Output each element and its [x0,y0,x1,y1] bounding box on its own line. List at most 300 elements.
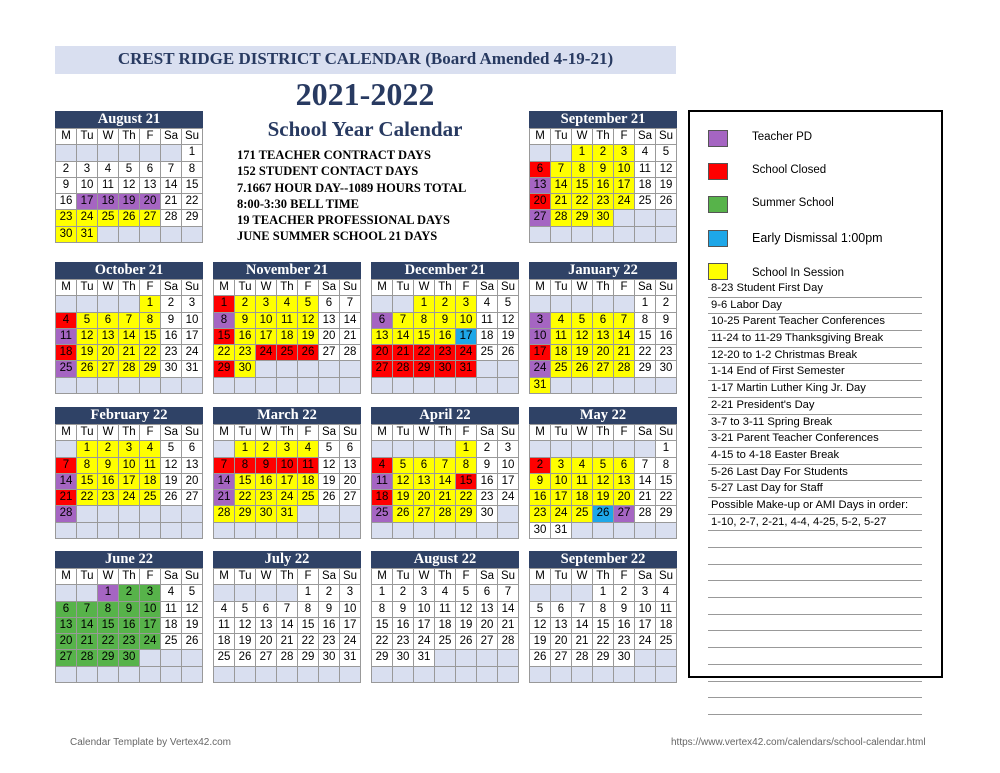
weekday-header: Su [182,425,203,441]
empty-cell [98,296,119,312]
day-cell: 16 [161,329,182,345]
month-header: August 22 [371,551,519,568]
weekday-header: Sa [635,569,656,585]
day-cell: 15 [656,474,677,490]
empty-cell [319,523,340,539]
day-cell: 30 [235,361,256,377]
month-header: May 22 [529,407,677,424]
day-cell: 25 [635,194,656,210]
weekday-header: Su [656,425,677,441]
legend-label: Teacher PD [752,131,813,143]
day-cell: 19 [235,634,256,650]
weekday-header: Th [593,280,614,296]
day-cell: 30 [119,650,140,666]
day-cell: 10 [635,602,656,618]
day-cell: 22 [235,490,256,506]
month-9 [371,407,519,539]
day-cell: 7 [277,602,298,618]
day-cell: 21 [393,345,414,361]
day-cell: 19 [498,329,519,345]
empty-cell [235,667,256,683]
empty-cell [298,523,319,539]
day-cell: 8 [414,313,435,329]
day-cell: 18 [635,178,656,194]
empty-cell [56,378,77,394]
day-cell: 11 [572,474,593,490]
day-cell: 22 [593,634,614,650]
fact-list [237,147,466,245]
day-cell: 10 [77,178,98,194]
weekday-header: Su [182,129,203,145]
weekday-header: Su [656,569,677,585]
day-cell: 10 [277,458,298,474]
note-line: 8-23 Student First Day [708,281,922,298]
day-cell: 17 [414,618,435,634]
day-cell: 24 [614,194,635,210]
day-cell: 29 [414,361,435,377]
day-cell: 22 [77,490,98,506]
weekday-header: W [414,280,435,296]
month-grid [55,568,203,683]
day-cell: 5 [656,145,677,161]
day-cell: 25 [477,345,498,361]
month-header: August 21 [55,111,203,128]
month-grid [529,128,677,243]
month-7 [55,407,203,539]
empty-cell [77,378,98,394]
day-cell: 15 [572,178,593,194]
empty-cell [161,227,182,243]
day-cell: 23 [256,490,277,506]
weekday-header: M [372,280,393,296]
empty-cell [161,378,182,394]
empty-cell [456,523,477,539]
day-cell: 23 [393,634,414,650]
day-cell: 13 [614,474,635,490]
day-cell: 16 [435,329,456,345]
day-cell: 22 [140,345,161,361]
day-cell: 28 [340,345,361,361]
month-header: October 21 [55,262,203,279]
note-line: 10-25 Parent Teacher Conferences [708,314,922,331]
day-cell: 24 [119,490,140,506]
day-cell: 4 [372,458,393,474]
day-cell: 23 [614,634,635,650]
day-cell: 29 [456,506,477,522]
month-grid [371,424,519,539]
day-cell: 31 [277,506,298,522]
day-cell: 4 [656,585,677,601]
day-cell: 3 [119,441,140,457]
month-12 [213,551,361,683]
calendar-subtitle: School Year Calendar [267,117,463,141]
weekday-header: Su [182,280,203,296]
day-cell: 13 [340,458,361,474]
day-cell: 16 [393,618,414,634]
empty-cell [551,585,572,601]
day-cell: 21 [214,490,235,506]
day-cell: 27 [56,650,77,666]
empty-cell [435,378,456,394]
day-cell: 29 [182,210,203,226]
day-cell: 10 [614,162,635,178]
weekday-header: Su [498,569,519,585]
day-cell: 11 [477,313,498,329]
day-cell: 14 [635,474,656,490]
empty-cell [182,378,203,394]
empty-cell [98,227,119,243]
day-cell: 12 [235,618,256,634]
empty-cell [277,523,298,539]
day-cell: 10 [182,313,203,329]
weekday-header: F [140,280,161,296]
day-cell: 3 [414,585,435,601]
day-cell: 21 [340,329,361,345]
weekday-header: Th [119,569,140,585]
day-cell: 8 [593,602,614,618]
day-cell: 10 [551,474,572,490]
empty-cell [498,378,519,394]
day-cell: 11 [98,178,119,194]
day-cell: 6 [593,313,614,329]
day-cell: 8 [140,313,161,329]
day-cell: 21 [277,634,298,650]
day-cell: 14 [393,329,414,345]
day-cell: 6 [477,585,498,601]
empty-cell [161,506,182,522]
weekday-header: Th [119,425,140,441]
school-year: 2021-2022 [295,76,435,112]
day-cell: 8 [572,162,593,178]
day-cell: 10 [140,602,161,618]
day-cell: 2 [56,162,77,178]
day-cell: 25 [140,490,161,506]
day-cell: 9 [235,313,256,329]
day-cell: 12 [319,458,340,474]
day-cell: 4 [277,296,298,312]
empty-cell [319,667,340,683]
weekday-header: W [572,425,593,441]
empty-cell [372,378,393,394]
day-cell: 25 [161,634,182,650]
weekday-header: Th [435,569,456,585]
day-cell: 28 [393,361,414,377]
day-cell: 3 [77,162,98,178]
day-cell: 6 [530,162,551,178]
weekday-header: Su [498,280,519,296]
day-cell: 27 [593,361,614,377]
empty-cell [530,441,551,457]
day-cell: 27 [319,345,340,361]
day-cell: 6 [614,458,635,474]
empty-cell [551,667,572,683]
legend-label: Early Dismissal 1:00pm [752,231,883,245]
day-cell: 7 [435,458,456,474]
empty-cell [161,145,182,161]
day-cell: 26 [530,650,551,666]
empty-cell [372,441,393,457]
weekday-header: F [456,425,477,441]
weekday-header: Tu [77,129,98,145]
day-cell: 1 [635,296,656,312]
day-cell: 14 [435,474,456,490]
day-cell: 29 [140,361,161,377]
weekday-header: Su [656,129,677,145]
day-cell: 24 [277,490,298,506]
day-cell: 31 [77,227,98,243]
weekday-header: Tu [551,425,572,441]
empty-cell [340,523,361,539]
day-cell: 18 [277,329,298,345]
weekday-header: W [98,280,119,296]
day-cell: 9 [435,313,456,329]
day-cell: 24 [140,634,161,650]
empty-cell [77,667,98,683]
day-cell: 18 [161,618,182,634]
month-14 [529,551,677,683]
weekday-header: W [414,569,435,585]
day-cell: 23 [235,345,256,361]
day-cell: 26 [119,210,140,226]
day-cell: 30 [477,506,498,522]
day-cell: 22 [372,634,393,650]
empty-cell [593,378,614,394]
day-cell: 20 [182,474,203,490]
day-cell: 22 [298,634,319,650]
day-cell: 8 [298,602,319,618]
day-cell: 8 [214,313,235,329]
note-line: 12-20 to 1-2 Christmas Break [708,348,922,365]
month-header: February 22 [55,407,203,424]
weekday-header: Su [656,280,677,296]
note-line [708,565,922,582]
day-cell: 31 [340,650,361,666]
day-cell: 23 [656,345,677,361]
empty-cell [635,227,656,243]
note-line [708,615,922,632]
legend-label: School In Session [752,267,845,279]
empty-cell [498,506,519,522]
day-cell: 5 [393,458,414,474]
empty-cell [393,523,414,539]
day-cell: 2 [98,441,119,457]
empty-cell [498,523,519,539]
weekday-header: F [140,569,161,585]
day-cell: 16 [56,194,77,210]
day-cell: 21 [614,345,635,361]
day-cell: 7 [393,313,414,329]
day-cell: 16 [119,618,140,634]
day-cell: 9 [56,178,77,194]
empty-cell [235,378,256,394]
fact-line: 7.1667 HOUR DAY--1089 HOURS TOTAL [237,180,467,195]
day-cell: 23 [56,210,77,226]
day-cell: 1 [414,296,435,312]
day-cell: 8 [656,458,677,474]
day-cell: 6 [56,602,77,618]
day-cell: 28 [77,650,98,666]
day-cell: 7 [56,458,77,474]
empty-cell [635,210,656,226]
day-cell: 21 [161,194,182,210]
day-cell: 3 [498,441,519,457]
weekday-header: M [372,425,393,441]
day-cell: 11 [435,602,456,618]
empty-cell [140,523,161,539]
empty-cell [372,667,393,683]
day-cell: 19 [119,194,140,210]
fact-line: 8:00-3:30 BELL TIME [237,196,360,211]
weekday-header: Tu [393,425,414,441]
weekday-header: W [256,280,277,296]
empty-cell [340,378,361,394]
day-cell: 29 [235,506,256,522]
day-cell: 30 [319,650,340,666]
day-cell: 14 [161,178,182,194]
empty-cell [572,523,593,539]
day-cell: 1 [140,296,161,312]
day-cell: 28 [572,650,593,666]
day-cell: 22 [414,345,435,361]
weekday-header: Th [277,569,298,585]
day-cell: 18 [435,618,456,634]
empty-cell [119,145,140,161]
day-cell: 5 [319,441,340,457]
month-10 [529,407,677,539]
day-cell: 19 [572,345,593,361]
month-grid [55,128,203,243]
day-cell: 22 [456,490,477,506]
empty-cell [551,378,572,394]
day-cell: 18 [214,634,235,650]
day-cell: 25 [98,210,119,226]
empty-cell [393,667,414,683]
day-cell: 19 [161,474,182,490]
empty-cell [614,378,635,394]
day-cell: 29 [298,650,319,666]
weekday-header: Tu [551,280,572,296]
day-cell: 28 [214,506,235,522]
weekday-header: Sa [477,280,498,296]
day-cell: 11 [635,162,656,178]
day-cell: 27 [182,490,203,506]
day-cell: 23 [319,634,340,650]
month-grid [213,424,361,539]
day-cell: 30 [56,227,77,243]
day-cell: 18 [551,345,572,361]
day-cell: 17 [456,329,477,345]
weekday-header: Th [119,129,140,145]
empty-cell [393,378,414,394]
empty-cell [477,378,498,394]
day-cell: 26 [456,634,477,650]
day-cell: 15 [214,329,235,345]
day-cell: 29 [98,650,119,666]
empty-cell [161,523,182,539]
day-cell: 1 [182,145,203,161]
day-cell: 30 [614,650,635,666]
day-cell: 20 [530,194,551,210]
weekday-header: Sa [477,425,498,441]
day-cell: 25 [435,634,456,650]
day-cell: 7 [161,162,182,178]
day-cell: 26 [498,345,519,361]
day-cell: 19 [393,490,414,506]
weekday-header: W [572,280,593,296]
weekday-header: Tu [393,280,414,296]
day-cell: 30 [256,506,277,522]
fact-line: 152 STUDENT CONTACT DAYS [237,164,419,179]
day-cell: 17 [498,474,519,490]
day-cell: 25 [298,490,319,506]
empty-cell [298,667,319,683]
day-cell: 9 [614,602,635,618]
note-line: 11-24 to 11-29 Thanksgiving Break [708,331,922,348]
weekday-header: Tu [235,280,256,296]
empty-cell [530,227,551,243]
day-cell: 3 [140,585,161,601]
weekday-header: M [214,425,235,441]
empty-cell [98,145,119,161]
empty-cell [340,667,361,683]
day-cell: 31 [414,650,435,666]
day-cell: 22 [98,634,119,650]
day-cell: 16 [530,490,551,506]
day-cell: 27 [140,210,161,226]
weekday-header: Th [593,569,614,585]
day-cell: 18 [140,474,161,490]
day-cell: 4 [298,441,319,457]
day-cell: 21 [435,490,456,506]
month-grid [529,424,677,539]
day-cell: 19 [182,618,203,634]
weekday-header: Su [182,569,203,585]
weekday-header: M [530,425,551,441]
day-cell: 15 [593,618,614,634]
note-line: 3-21 Parent Teacher Conferences [708,431,922,448]
empty-cell [635,650,656,666]
day-cell: 12 [77,329,98,345]
day-cell: 11 [56,329,77,345]
footer-url: https://www.vertex42.com/calendars/school-calendar.html [671,737,926,748]
day-cell: 24 [551,506,572,522]
empty-cell [214,585,235,601]
empty-cell [435,667,456,683]
empty-cell [298,361,319,377]
day-cell: 15 [98,618,119,634]
empty-cell [372,523,393,539]
month-grid [55,279,203,394]
empty-cell [98,378,119,394]
day-cell: 28 [161,210,182,226]
day-cell: 14 [56,474,77,490]
day-cell: 27 [530,210,551,226]
empty-cell [572,227,593,243]
note-line [708,581,922,598]
day-cell: 11 [551,329,572,345]
weekday-header: F [140,129,161,145]
day-cell: 5 [235,602,256,618]
day-cell: 2 [614,585,635,601]
day-cell: 4 [435,585,456,601]
day-cell: 16 [256,474,277,490]
month-4 [213,262,361,394]
day-cell: 15 [635,329,656,345]
empty-cell [77,523,98,539]
weekday-header: M [530,280,551,296]
note-line [708,698,922,715]
empty-cell [435,523,456,539]
